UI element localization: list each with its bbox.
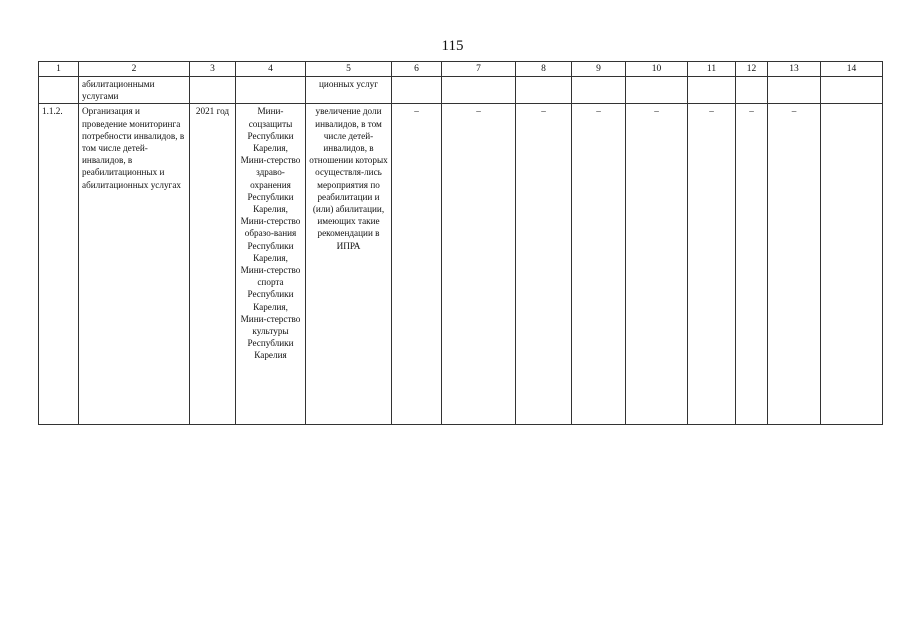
value-cell: – xyxy=(572,104,626,425)
column-number-header: 11 xyxy=(688,62,736,77)
value-cell: – xyxy=(736,104,768,425)
column-number-header: 10 xyxy=(626,62,688,77)
table-cell xyxy=(39,77,79,104)
column-number-header: 7 xyxy=(442,62,516,77)
table-cell xyxy=(516,77,572,104)
value-cell: – xyxy=(516,104,572,425)
value-cell: – xyxy=(626,104,688,425)
page-number: 115 xyxy=(441,38,464,54)
activity-name-cell: Организация и проведение мониторинга потребности инвалидов, в том числе детей-инвалидов, в реабилитационных и абилитационных услугах xyxy=(79,104,190,425)
value-cell: – xyxy=(688,104,736,425)
header-row xyxy=(39,62,883,77)
column-number-header: 2 xyxy=(79,62,190,77)
column-number-header: 9 xyxy=(572,62,626,77)
table-cell: абилитационными услугами xyxy=(79,77,190,104)
period-cell: 2021 год xyxy=(190,104,236,425)
value-cell: – xyxy=(442,104,516,425)
column-number-header: 13 xyxy=(768,62,821,77)
column-number-header: 5 xyxy=(306,62,392,77)
table-cell: ционных услуг xyxy=(306,77,392,104)
expected-result-cell: увеличение доли инвалидов, в том числе детей-инвалидов, в отношении которых осуществля-лись мероприятия по реабилитации и (или) абилитации, имеющих такие рекомендации в ИПРА xyxy=(306,104,392,425)
table-cell xyxy=(392,77,442,104)
table-cell xyxy=(768,77,821,104)
responsible-cell: Мини-соцзащиты Республики Карелия, Мини-стерство здраво-охранения Республики Карелия, Мини-стерство образо-вания Республики Карелия, Мини-стерство спорта Республики Карелия, Мини-стерство культуры Республики Карелия xyxy=(236,104,306,425)
table-cell xyxy=(688,77,736,104)
table-cell xyxy=(626,77,688,104)
column-number-header: 14 xyxy=(821,62,883,77)
table-cell xyxy=(572,77,626,104)
column-number-header: 12 xyxy=(736,62,768,77)
column-number-header: 6 xyxy=(392,62,442,77)
table-cell xyxy=(736,77,768,104)
column-number-header: 3 xyxy=(190,62,236,77)
column-number-header: 1 xyxy=(39,62,79,77)
table-cell xyxy=(190,77,236,104)
value-cell xyxy=(821,104,883,425)
value-cell: – xyxy=(768,104,821,425)
value-cell: – xyxy=(392,104,442,425)
plan-table xyxy=(38,61,883,425)
item-number-cell: 1.1.2. xyxy=(39,104,79,425)
table-cell xyxy=(442,77,516,104)
column-number-header: 8 xyxy=(516,62,572,77)
column-number-header: 4 xyxy=(236,62,306,77)
table-row xyxy=(39,104,883,425)
table-cell xyxy=(821,77,883,104)
table-cell xyxy=(236,77,306,104)
continuation-row xyxy=(39,77,883,104)
